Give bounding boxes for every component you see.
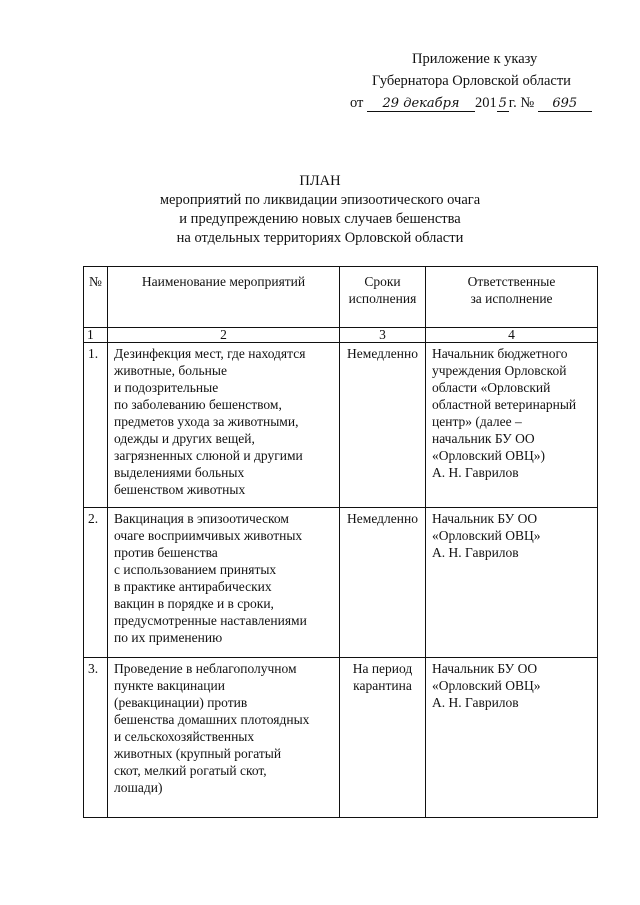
header-name: Наименование мероприятий [108,267,340,328]
row-responsible: Начальник БУ ОО «Орловский ОВЦ» А. Н. Гаврилов [426,508,598,658]
plan-subtitle: мероприятий по ликвидации эпизоотического очага и предупреждению новых случаев бешенства на отдельных территориях Орловской области [159,192,481,246]
annex-line-1: Приложение к указу [412,51,538,67]
handwritten-date: 29 декабря [367,96,475,112]
table-row [84,343,598,508]
index-cell: 1 [84,328,108,343]
annex-year-prefix: 201 [475,95,497,111]
row-number: 3. [84,658,108,818]
annex-ot: от [350,95,364,111]
row-number: 1. [84,343,108,508]
row-measure: Дезинфекция мест, где находятся животные, больные и подозрительные по заболеванию бешенством, предметов ухода за животными, одежды и других вещей, загрязненных слюной и другими выделениями больных бешенством животных [108,343,340,508]
index-cell: 2 [108,328,340,343]
plan-table [83,266,598,818]
table-row [84,508,598,658]
handwritten-number: 695 [538,96,592,112]
table-row [84,658,598,818]
row-responsible: Начальник бюджетного учреждения Орловской области «Орловский областной ветеринарный центр» (далее – начальник БУ ОО «Орловский ОВЦ») А. Н. Гаврилов [426,343,598,508]
index-cell: 4 [426,328,598,343]
header-term: Сроки исполнения [340,267,426,328]
annex-date-line [330,92,590,114]
annex-year-suffix: г. № [508,95,535,111]
table-index-row [84,328,598,343]
annex-line-2: Губернатора Орловской области [372,73,571,89]
annex-block [330,48,590,114]
plan-heading: ПЛАН [299,173,341,189]
handwritten-year: 5 [498,96,507,111]
row-measure: Вакцинация в эпизоотическом очаге восприимчивых животных против бешенства с использованием принятых в практике антирабических вакцин в порядке и в сроки, предусмотренные наставлениями по их применению [108,508,340,658]
header-responsible: Ответственные за исполнение [426,267,598,328]
header-number: № [84,267,108,328]
row-term: Немедленно [340,343,426,508]
row-number: 2. [84,508,108,658]
index-cell: 3 [340,328,426,343]
row-term: Немедленно [340,508,426,658]
row-measure: Проведение в неблагополучном пункте вакцинации (ревакцинации) против бешенства домашних плотоядных и сельскохозяйственных животных (крупный рогатый скот, мелкий рогатый скот, лошади) [108,658,340,818]
row-term: На период карантина [340,658,426,818]
table-header-row [84,267,598,328]
row-responsible: Начальник БУ ОО «Орловский ОВЦ» А. Н. Гаврилов [426,658,598,818]
